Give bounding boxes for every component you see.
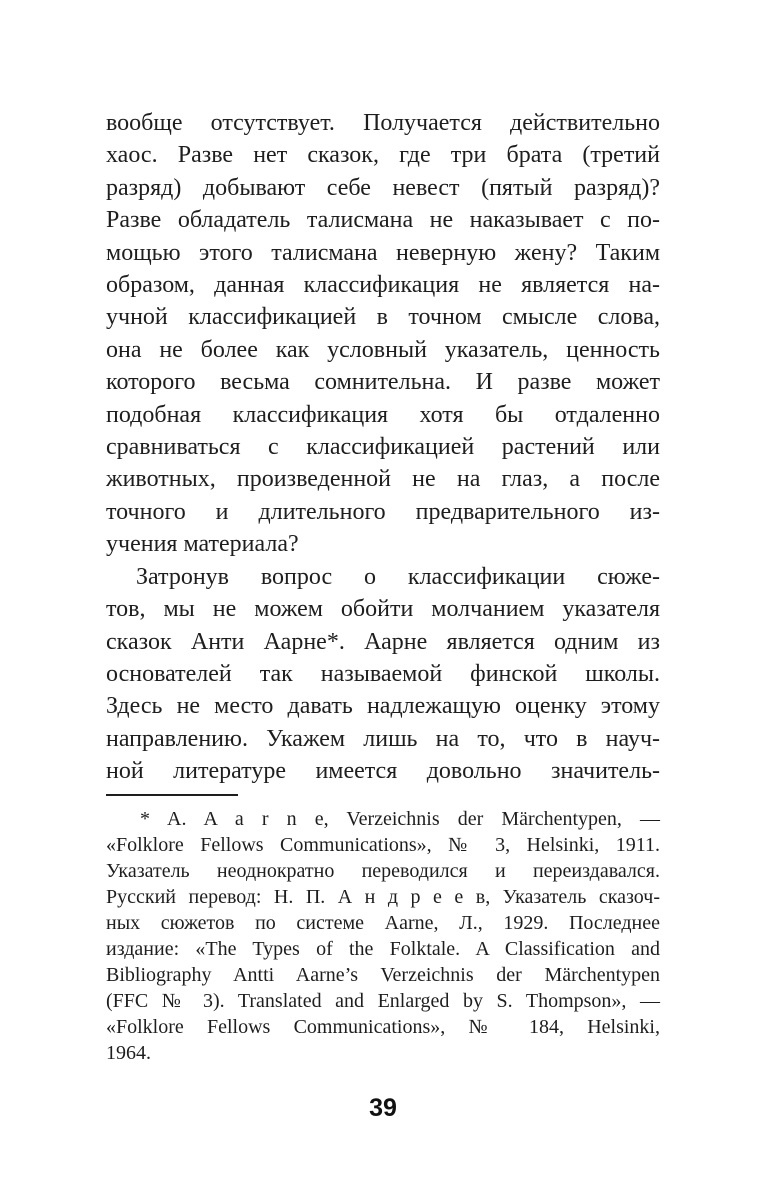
text-line: животных, произведенной не на глаз, а после	[106, 466, 660, 493]
text-line: она не более как условный указатель, ценность	[106, 336, 660, 363]
text-line: учной классификацией в точном смысле слова,	[106, 304, 660, 331]
text-line: хаос. Разве нет сказок, где три брата (третий	[106, 142, 660, 169]
footnote-line: * A. A a r n e, Verzeichnis der Märchentypen, —	[140, 807, 660, 830]
footnote-line: 1964.	[106, 1041, 151, 1064]
footnote-line: Bibliography Antti Aarne’s Verzeichnis der Märchentypen	[106, 963, 660, 986]
footnote	[106, 806, 660, 1066]
footnote-line: Указатель неоднократно переводился и переиздавался.	[106, 859, 660, 882]
footnote-line: ных сюжетов по системе Aarne, Л., 1929. Последнее	[106, 911, 660, 934]
footnote-line: Русский перевод: Н. П. А н д р е е в, Указатель сказоч-	[106, 885, 660, 908]
text-line: разряд) добывают себе невест (пятый разряд)?	[106, 174, 660, 201]
text-line: сравниваться с классификацией растений или	[106, 434, 660, 461]
text-line: сказок Анти Аарне*. Аарне является одним из	[106, 628, 660, 655]
text-line: образом, данная классификация не является на-	[106, 272, 660, 299]
text-line: ной литературе имеется довольно значитель-	[106, 758, 660, 785]
footnote-line: «Folklore Fellows Communications», № 3, Helsinki, 1911.	[106, 833, 660, 856]
text-line: учения материала?	[106, 531, 299, 558]
text-line: основателей так называемой финской школы.	[106, 660, 660, 687]
footnote-line: «Folklore Fellows Communications», № 184, Helsinki,	[106, 1015, 660, 1038]
paragraph	[106, 561, 660, 788]
page-number: 39	[369, 1093, 397, 1122]
text-line: подобная классификация хотя бы отдаленно	[106, 401, 660, 428]
text-line: вообще отсутствует. Получается действительно	[106, 110, 660, 136]
text-line: которого весьма сомнительна. И разве может	[106, 369, 660, 396]
text-line: Затронув вопрос о классификации сюже-	[136, 563, 660, 590]
text-line: направлению. Укажем лишь на то, что в науч-	[106, 725, 660, 752]
footnote-line: (FFC № 3). Translated and Enlarged by S. Thompson», —	[106, 989, 660, 1012]
text-line: тов, мы не можем обойти молчанием указателя	[106, 596, 660, 623]
text-line: Разве обладатель талисмана не наказывает с по-	[106, 207, 660, 234]
text-line: Здесь не место давать надлежащую оценку этому	[106, 693, 660, 720]
text-line: мощью этого талисмана неверную жену? Таким	[106, 239, 660, 266]
main-text	[106, 107, 660, 788]
footnote-divider	[106, 794, 238, 796]
footnote-line: издание: «The Types of the Folktale. A Classification and	[106, 937, 660, 960]
paragraph-continuation	[106, 107, 660, 561]
text-line: точного и длительного предварительного из-	[106, 498, 660, 525]
